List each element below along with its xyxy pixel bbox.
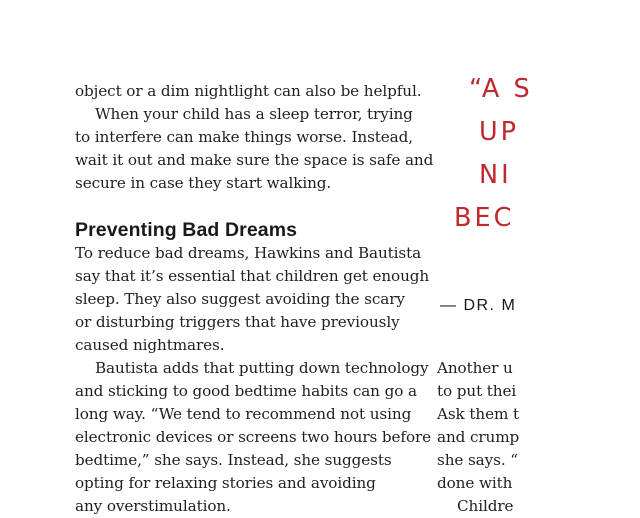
text-line: say that it’s essential that children get enough <box>75 267 430 285</box>
text-line: to put thei <box>437 382 517 400</box>
text-line: Ask them t <box>437 405 519 423</box>
paragraph-sleep-terror <box>75 103 434 195</box>
text-line: and sticking to good bedtime habits can go a <box>75 382 417 400</box>
text-line: electronic devices or screens two hours before <box>75 428 432 446</box>
pull-quote-line: NI <box>479 160 512 190</box>
left-text-column <box>75 80 434 518</box>
text-line: she says. “ <box>437 451 518 469</box>
text-line: When your child has a sleep terror, trying <box>95 105 413 123</box>
text-line: opting for relaxing stories and avoiding <box>75 474 376 492</box>
pull-quote-line: “A S <box>469 74 533 104</box>
paragraph-technology <box>75 357 432 518</box>
text-line: any overstimulation. <box>75 497 231 515</box>
pull-quote-attribution: — DR. M <box>440 297 517 314</box>
text-line: Childre <box>457 497 514 515</box>
right-text-column <box>437 357 637 518</box>
text-line: caused nightmares. <box>75 336 225 354</box>
text-line: Bautista adds that putting down technology <box>95 359 429 377</box>
text-line: secure in case they start walking. <box>75 174 332 192</box>
text-line: bedtime,” she says. Instead, she suggests <box>75 451 392 469</box>
text-line: object or a dim nightlight can also be helpful. <box>75 82 422 100</box>
text-line: done with <box>437 474 513 492</box>
text-line: wait it out and make sure the space is safe and <box>75 151 434 169</box>
paragraph-reduce-bad-dreams <box>75 242 430 357</box>
text-line: To reduce bad dreams, Hawkins and Bautista <box>75 244 422 262</box>
paragraph-nightlight <box>75 80 420 103</box>
text-line: or disturbing triggers that have previously <box>75 313 400 331</box>
pull-quote <box>440 68 640 240</box>
pull-quote-line: BEC <box>454 203 515 233</box>
text-line: and crump <box>437 428 520 446</box>
text-line: long way. “We tend to recommend not using <box>75 405 412 423</box>
text-line: Another u <box>437 359 513 377</box>
text-line: sleep. They also suggest avoiding the scary <box>75 290 405 308</box>
text-line: to interfere can make things worse. Instead, <box>75 128 413 146</box>
pull-quote-line: UP <box>479 117 520 147</box>
section-heading: Preventing Bad Dreams <box>75 219 298 241</box>
